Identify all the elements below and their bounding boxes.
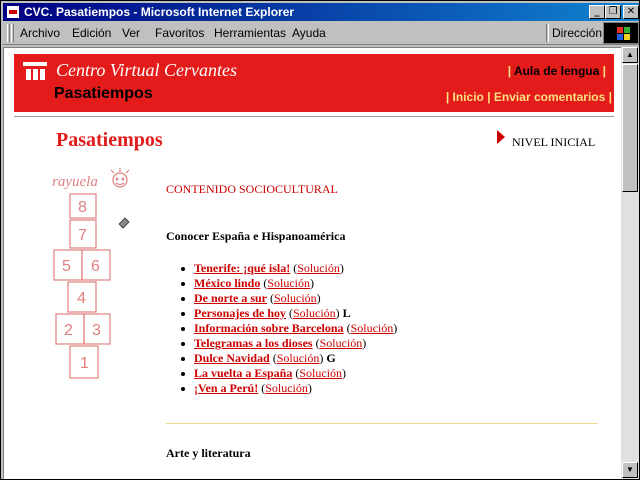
cervantes-logo-icon[interactable] — [22, 60, 48, 82]
solution-link[interactable]: Solución — [299, 366, 343, 380]
list-item: Información sobre Barcelona (Solución) — [194, 321, 398, 335]
page-viewport — [3, 47, 621, 479]
hopscotch-number: 4 — [77, 290, 86, 307]
hopscotch-number: 1 — [80, 355, 89, 372]
menu-favoritos[interactable]: Favoritos — [155, 26, 205, 40]
separator: | — [487, 90, 491, 104]
hopscotch-number: 6 — [91, 258, 100, 275]
section-heading: Conocer España e Hispanoamérica — [166, 229, 346, 243]
aula-de-lengua-group — [508, 64, 606, 78]
menu-archivo[interactable]: Archivo — [20, 26, 61, 40]
section-divider — [166, 423, 598, 424]
exercise-link[interactable]: La vuelta a España — [194, 366, 293, 380]
solution-link[interactable]: Solución — [273, 291, 317, 305]
ie-app-icon[interactable] — [6, 5, 20, 19]
separator: | — [445, 90, 450, 104]
solution-link[interactable]: Solución — [276, 351, 320, 365]
vertical-scrollbar[interactable] — [621, 47, 639, 479]
hopscotch-number: 3 — [92, 322, 101, 339]
rayuela-illustration — [44, 168, 144, 398]
hopscotch-number: 2 — [64, 322, 73, 339]
hopscotch-number: 8 — [78, 199, 87, 216]
list-item: Personajes de hoy (Solución) L — [194, 306, 397, 321]
exercise-link[interactable]: Personajes de hoy — [194, 306, 286, 320]
address-label[interactable]: Dirección — [552, 26, 603, 40]
scroll-down-icon[interactable]: ▼ — [622, 462, 638, 478]
level-label: NIVEL INICIAL — [512, 135, 596, 149]
exercise-link[interactable]: México lindo — [194, 276, 261, 290]
list-item: ¡Ven a Perú! (Solución) — [194, 381, 397, 396]
menu-edicion[interactable]: Edición — [72, 26, 112, 40]
separator: | — [507, 64, 512, 78]
page-title: Pasatiempos — [56, 129, 163, 151]
solution-link[interactable]: Solución — [350, 321, 394, 335]
rayuela-handwriting: rayuela — [52, 174, 98, 190]
menu-bar — [3, 21, 639, 45]
title-bar[interactable] — [3, 3, 639, 21]
exercise-list — [194, 261, 397, 396]
site-title[interactable]: Centro Virtual Cervantes — [56, 60, 237, 80]
category-heading: CONTENIDO SOCIOCULTURAL — [166, 182, 338, 196]
exercise-link[interactable]: Dulce Navidad — [194, 351, 270, 365]
site-header-band — [14, 54, 614, 112]
solution-link[interactable]: Solución — [265, 381, 308, 395]
minimize-button[interactable]: _ — [589, 5, 605, 19]
list-item: Dulce Navidad (Solución) G — [194, 351, 397, 366]
separator: | — [608, 90, 612, 104]
windows-logo-icon — [603, 22, 639, 44]
scroll-up-icon[interactable]: ▲ — [622, 47, 638, 63]
menu-ver[interactable]: Ver — [122, 26, 141, 40]
header-divider — [14, 116, 614, 117]
list-item: De norte a sur (Solución) — [194, 291, 397, 306]
section-name: Pasatiempos — [54, 85, 153, 102]
level-arrow-icon — [497, 130, 505, 144]
exercise-link[interactable]: Información sobre Barcelona — [194, 321, 344, 335]
header-nav — [446, 90, 612, 104]
separator: | — [602, 64, 606, 78]
exercise-level-tag: L — [342, 306, 351, 320]
solution-link[interactable]: Solución — [297, 261, 340, 275]
aula-de-lengua-link[interactable]: Aula de lengua — [513, 64, 600, 78]
toolbar-grip[interactable] — [7, 24, 10, 42]
restore-button[interactable]: ❐ — [605, 5, 621, 19]
exercise-link[interactable]: ¡Ven a Perú! — [194, 381, 259, 395]
list-item: La vuelta a España (Solución) — [194, 366, 397, 381]
window-title: CVC. Pasatiempos - Microsoft Internet Explorer — [24, 5, 295, 19]
menu-ayuda[interactable]: Ayuda — [292, 26, 326, 40]
close-button[interactable]: ✕ — [623, 5, 639, 19]
hopscotch-number: 5 — [62, 258, 71, 275]
section-heading: Arte y literatura — [166, 446, 251, 460]
solution-link[interactable]: Solución — [267, 276, 310, 290]
nav-inicio-link[interactable]: Inicio — [452, 90, 484, 104]
toolbar-grip-2[interactable] — [11, 24, 14, 42]
menu-herramientas[interactable]: Herramientas — [214, 26, 287, 40]
solution-link[interactable]: Solución — [319, 336, 363, 350]
toolbar-separator — [546, 24, 549, 42]
list-item: México lindo (Solución) — [194, 276, 397, 291]
list-item: Telegramas a los dioses (Solución) — [194, 336, 397, 351]
exercise-link[interactable]: De norte a sur — [194, 291, 267, 305]
solution-link[interactable]: Solución — [293, 306, 336, 320]
nav-enviar-comentarios-link[interactable]: Enviar comentarios — [493, 90, 606, 104]
hopscotch-number: 7 — [78, 227, 87, 244]
scroll-thumb[interactable] — [622, 64, 638, 192]
exercise-link[interactable]: Tenerife: ¡qué isla! — [194, 261, 291, 275]
exercise-link[interactable]: Telegramas a los dioses — [194, 336, 313, 350]
exercise-level-tag: G — [326, 351, 336, 365]
list-item: Tenerife: ¡qué isla! (Solución) — [194, 261, 397, 276]
